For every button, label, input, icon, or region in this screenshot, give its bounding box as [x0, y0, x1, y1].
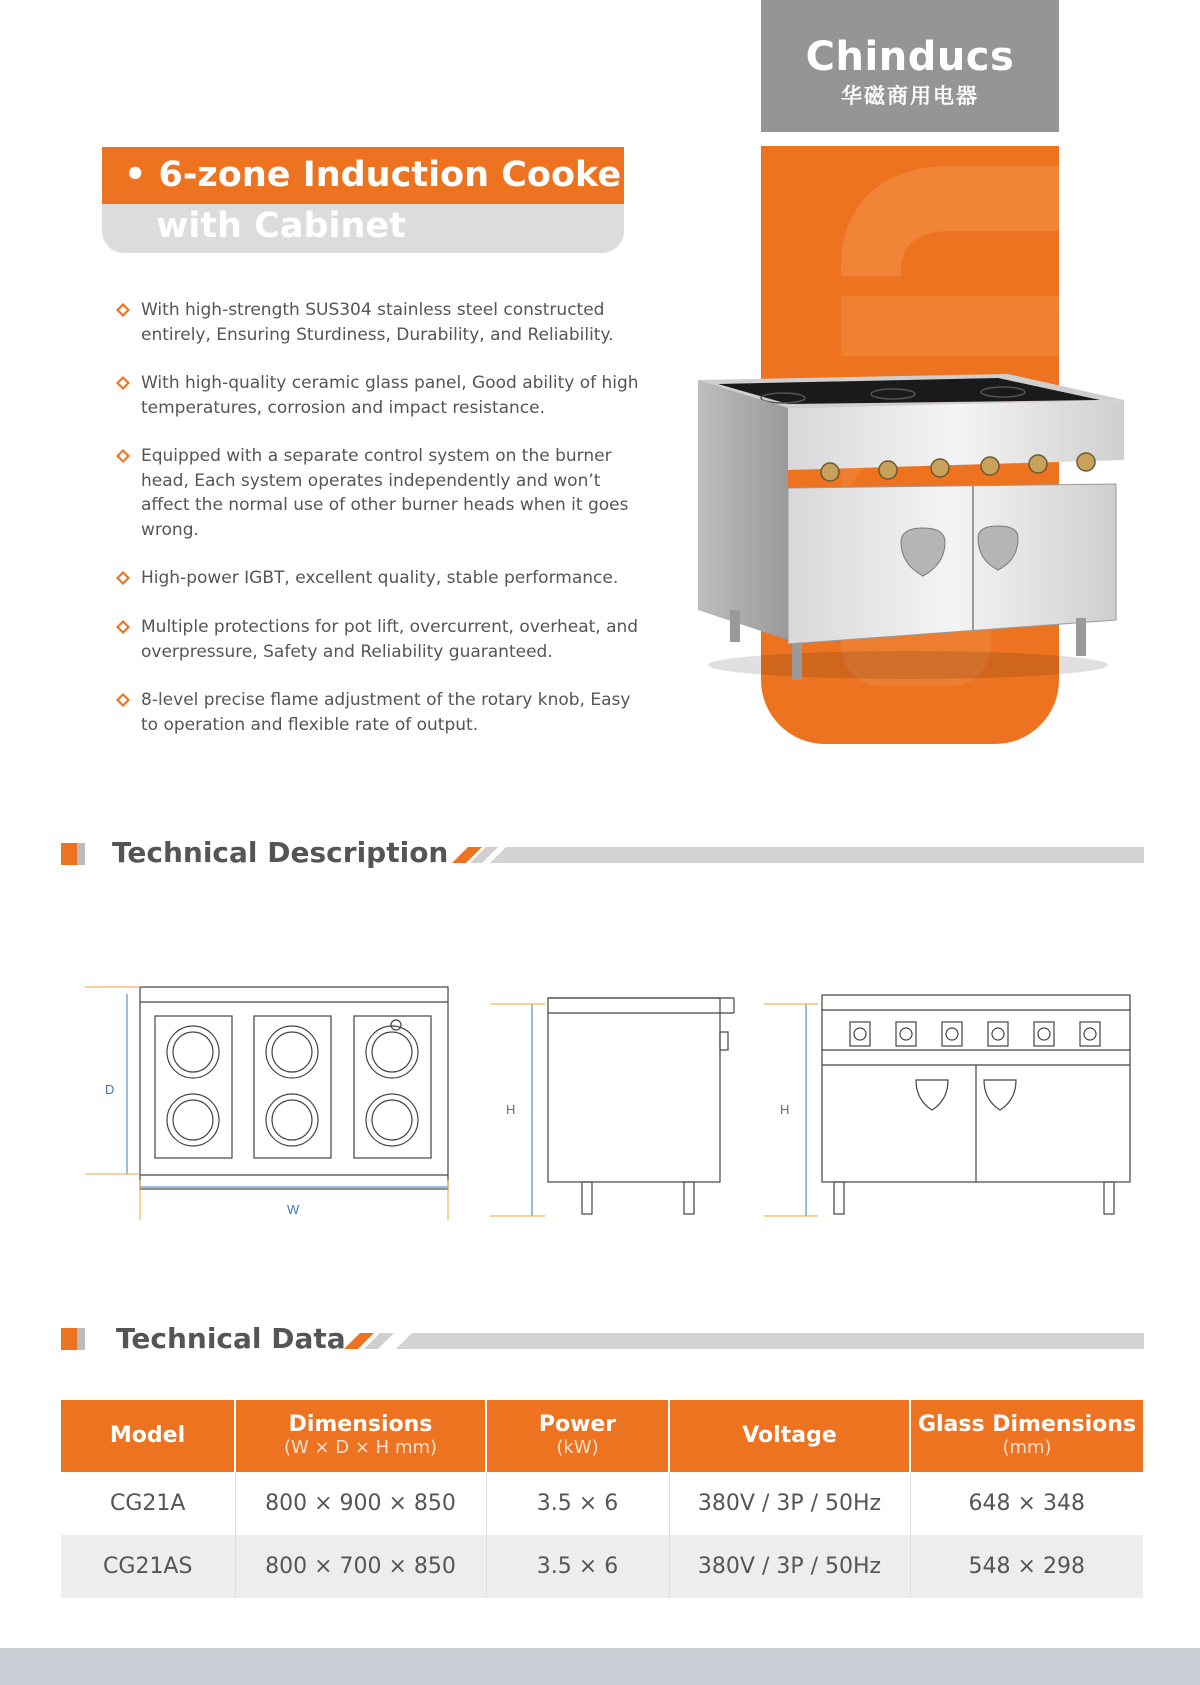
feature-text: High-power IGBT, excellent quality, stable performance.	[141, 568, 619, 588]
feature-text: With high-quality ceramic glass panel, Good ability of high temperatures, corrosion and impact resistance.	[141, 373, 639, 418]
header-label: Dimensions	[288, 1412, 433, 1437]
cell-model: CG21A	[61, 1472, 235, 1535]
dimension-label-h-side: H	[506, 1102, 516, 1117]
cell-power: 3.5 × 6	[486, 1472, 669, 1535]
table-row	[61, 1472, 1143, 1535]
brand-logo	[761, 0, 1059, 132]
cell-voltage: 380V / 3P / 50Hz	[669, 1472, 910, 1535]
table-header-row	[61, 1400, 1143, 1472]
diamond-bullet-icon	[116, 376, 130, 390]
brand-name-cn: 华磁商用电器	[841, 84, 979, 108]
section-marker-shade	[77, 1328, 85, 1350]
cell-glass-dimensions: 548 × 298	[910, 1535, 1143, 1598]
table-row	[61, 1535, 1143, 1598]
header-unit: (mm)	[1002, 1437, 1052, 1458]
cell-glass-dimensions: 648 × 348	[968, 1491, 1085, 1516]
cell-power: 3.5 × 6	[486, 1535, 669, 1598]
section-divider-stripe	[442, 845, 1144, 865]
diamond-bullet-icon	[116, 303, 130, 317]
header-label: Power	[538, 1412, 617, 1437]
header-glass-dimensions	[910, 1400, 1143, 1472]
dimension-label-h-front: H	[780, 1102, 790, 1117]
header-unit: (W × D × H mm)	[283, 1437, 438, 1458]
technical-drawings	[80, 980, 1140, 1240]
diamond-bullet-icon	[116, 571, 130, 585]
footer-bar	[0, 1648, 1200, 1685]
section-title-data: Technical Data	[116, 1322, 346, 1355]
section-marker-shade	[77, 843, 85, 865]
cell-dimensions: 800 × 700 × 850	[235, 1535, 486, 1598]
header-voltage	[669, 1400, 910, 1472]
header-dimensions	[235, 1400, 486, 1472]
technical-data-table	[61, 1400, 1143, 1598]
dimension-label-w: W	[287, 1202, 300, 1217]
product-image	[668, 360, 1128, 690]
cell-voltage: 380V / 3P / 50Hz	[669, 1535, 910, 1598]
feature-text: With high-strength SUS304 stainless steel constructed entirely, Ensuring Sturdiness, Durability, and Reliability.	[141, 300, 614, 345]
diamond-bullet-icon	[116, 693, 130, 707]
dimension-label-d: D	[105, 1082, 115, 1097]
header-model	[61, 1400, 235, 1472]
section-divider-stripe	[344, 1331, 1144, 1351]
header-unit: (kW)	[556, 1437, 599, 1458]
brand-name-en: Chinducs	[805, 34, 1015, 80]
feature-text: Multiple protections for pot lift, overcurrent, overheat, and overpressure, Safety and Reliability guaranteed.	[141, 617, 639, 662]
header-label: Voltage	[742, 1423, 837, 1448]
cell-model: CG21AS	[61, 1535, 235, 1598]
header-power	[486, 1400, 669, 1472]
product-title-line1: • 6-zone Induction Cooker •	[124, 155, 673, 195]
diamond-bullet-icon	[116, 620, 130, 634]
diamond-bullet-icon	[116, 449, 130, 463]
header-label: Glass Dimensions	[917, 1412, 1137, 1437]
section-marker-icon	[61, 1328, 77, 1350]
cell-dimensions: 800 × 900 × 850	[235, 1472, 486, 1535]
section-title-description: Technical Description	[112, 836, 449, 869]
product-title-line2: with Cabinet	[156, 206, 406, 246]
section-marker-icon	[61, 843, 77, 865]
product-title-banner	[102, 147, 673, 204]
product-subtitle-banner	[102, 204, 624, 253]
feature-text: Equipped with a separate control system on the burner head, Each system operates independently and won’t affect the normal use of other burner heads when it goes wrong.	[141, 446, 629, 540]
feature-text: 8-level precise flame adjustment of the rotary knob, Easy to operation and flexible rate of output.	[141, 690, 631, 735]
header-label: Model	[109, 1423, 186, 1448]
